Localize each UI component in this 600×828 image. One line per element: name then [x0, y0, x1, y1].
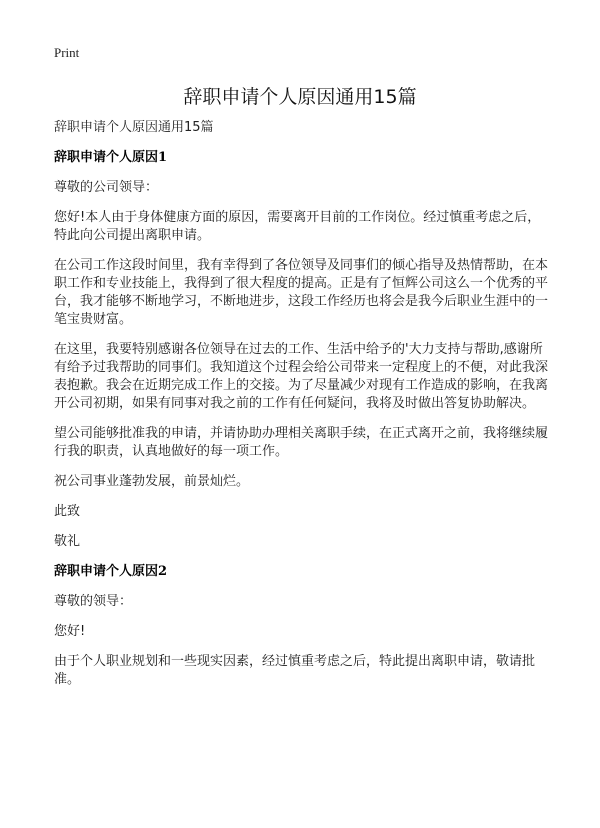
- closing-line: 此致: [54, 504, 81, 519]
- paragraph: 在公司工作这段时间里，我有幸得到了各位领导及同事们的倾心指导及热情帮助，在本职工作和专业技能上，我得到了很大程度的提高。正是有了恒辉公司这么一个优秀的平台，我才能够不断地学习，不断地进步，这段工作经历也将会是我今后职业生涯中的一笔宝贵财富。: [54, 258, 549, 327]
- paragraph: 您好!本人由于身体健康方面的原因，需要离开目前的工作岗位。经过慎重考虑之后，特此向公司提出离职申请。: [54, 210, 541, 243]
- paragraph: 祝公司事业蓬勃发展，前景灿烂。: [54, 474, 250, 489]
- salutation: 尊敬的领导：: [54, 594, 133, 609]
- section-heading: 辞职申请个人原因1: [54, 150, 168, 165]
- paragraph: 望公司能够批准我的申请，并请协助办理相关离职手续，在正式离开之前，我将继续履行我的职责，认真地做好的每一项工作。: [54, 426, 549, 459]
- greeting: 您好!: [54, 624, 86, 639]
- paragraph: 由于个人职业规划和一些现实因素，经过慎重考虑之后，特此提出离职申请，敬请批准。: [54, 654, 536, 687]
- document-subtitle: 辞职申请个人原因通用15篇: [54, 120, 214, 135]
- section-1: [54, 149, 550, 551]
- section-heading: 辞职申请个人原因2: [54, 564, 168, 579]
- print-link[interactable]: Print: [54, 45, 80, 60]
- closing-line: 敬礼: [54, 534, 81, 549]
- document-body: [54, 119, 550, 701]
- section-2: [54, 563, 550, 689]
- page-title: 辞职申请个人原因通用15篇: [183, 86, 417, 108]
- paragraph: 在这里，我要特别感谢各位领导在过去的工作、生活中给予的'大力支持与帮助,感谢所有给予过我帮助的同事们。我知道这个过程会给公司带来一定程度上的不便，对此我深表抱歉。我会在近期完成工作上的交接。为了尽量减少对现有工作造成的影响，在我离开公司初期，如果有同事对我之前的工作有任何疑问，我将及时做出答复协助解决。: [54, 342, 549, 411]
- salutation: 尊敬的公司领导：: [54, 180, 159, 195]
